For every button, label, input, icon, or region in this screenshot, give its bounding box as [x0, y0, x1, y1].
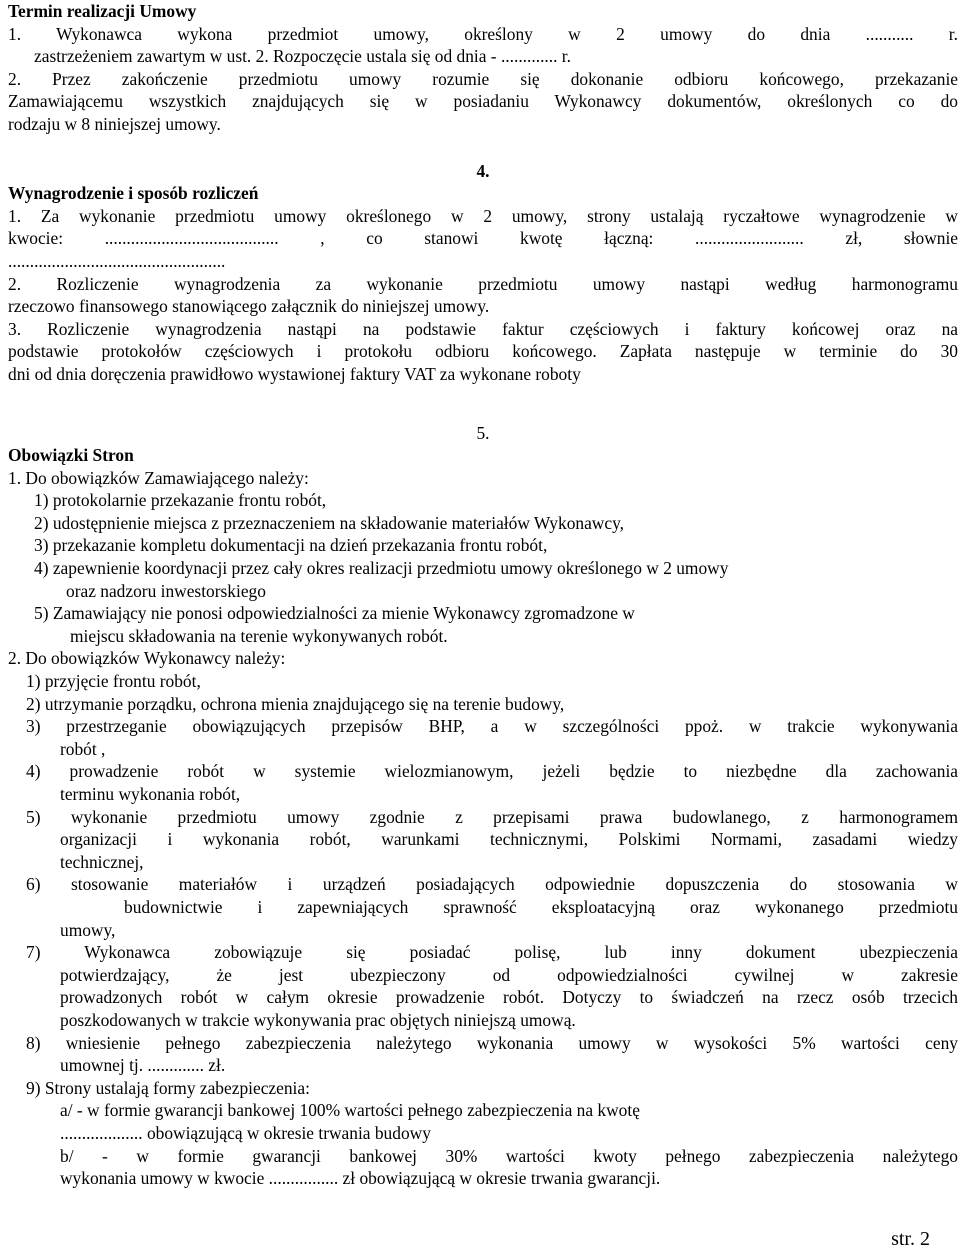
paragraph-line: 3. Rozliczenie wynagrodzenia nastąpi na podstawie faktur częściowych i faktury końcowej oraz na — [8, 318, 958, 339]
paragraph-line: podstawie protokołów częściowych i protokołu odbioru końcowego. Zapłata następuje w terminie do 30 — [8, 341, 958, 362]
list-item: 8) wniesienie pełnego zabezpieczenia należytego wykonania umowy w wysokości 5% wartości ceny — [26, 1032, 958, 1053]
list-item: 3) przekazanie kompletu dokumentacji na dzień przekazania frontu robót, — [34, 535, 548, 556]
paragraph-line: kwocie: ........................................ , co stanowi kwotę łączną: ......................... zł, słownie — [8, 228, 958, 249]
list-item-continuation: umowy, — [60, 919, 116, 940]
list-item-continuation: oraz nadzoru inwestorskiego — [66, 580, 266, 601]
list-item: 9) Strony ustalają formy zabezpieczenia: — [26, 1077, 310, 1098]
paragraph-line: 1. Za wykonanie przedmiotu umowy określonego w 2 umowy, strony ustalają ryczałtowe wynagrodzenie w — [8, 205, 958, 226]
list-item-continuation: a/ - w formie gwarancji bankowej 100% wartości pełnego zabezpieczenia na kwotę — [60, 1100, 640, 1121]
paragraph-number-4: 4. — [476, 160, 490, 181]
paragraph-line: Zamawiającemu wszystkich znajdujących się w posiadaniu Wykonawcy dokumentów, określonych co do — [8, 91, 958, 112]
list-item-continuation: organizacji i wykonania robót, warunkami technicznymi, Polskimi Normami, zasadami wiedzy — [60, 829, 958, 850]
list-item-continuation: technicznej, — [60, 851, 144, 872]
list-item-continuation: ................... obowiązującą w okresie trwania budowy — [60, 1122, 431, 1143]
list-item-continuation: prowadzonych robót w całym okresie prowadzenie robót. Dotyczy to świadczeń na rzecz osób trzecich — [60, 987, 958, 1008]
section-title-obowiazki: Obowiązki Stron — [8, 445, 134, 466]
list-item-continuation: umownej tj. ............. zł. — [60, 1055, 226, 1076]
section-title-termin: Termin realizacji Umowy — [8, 1, 197, 21]
paragraph-line: .................................................. — [8, 250, 226, 271]
list-item-continuation: b/ - w formie gwarancji bankowej 30% wartości kwoty pełnego zabezpieczenia należytego — [60, 1145, 958, 1166]
list-item-continuation: poszkodowanych w trakcie wykonywania prac objętych niniejszą umową. — [60, 1009, 576, 1030]
list-item: 2) utrzymanie porządku, ochrona mienia znajdującego się na terenie budowy, — [26, 693, 565, 714]
paragraph-line: dni od dnia doręczenia prawidłowo wystawionej faktury VAT za wykonane roboty — [8, 363, 581, 384]
list-item-continuation: wykonania umowy w kwocie ................ zł obowiązującą w okresie trwania gwarancji. — [60, 1168, 661, 1189]
list-item: 5) Zamawiający nie ponosi odpowiedzialności za mienie Wykonawcy zgromadzone w — [34, 603, 635, 624]
list-heading-wykonawca: 2. Do obowiązków Wykonawcy należy: — [8, 648, 286, 669]
list-item-continuation: terminu wykonania robót, — [60, 784, 241, 804]
list-item-continuation: potwierdzający, że jest ubezpieczony od odpowiedzialności cywilnej w zakresie — [60, 964, 958, 985]
list-item: 7) Wykonawca zobowiązuje się posiadać polisę, lub inny dokument ubezpieczenia — [26, 942, 958, 963]
list-item: 6) stosowanie materiałów i urządzeń posiadających odpowiednie dopuszczenia do stosowania w — [26, 874, 958, 895]
document-page — [8, 0, 958, 1190]
paragraph-line: zastrzeżeniem zawartym w ust. 2. Rozpoczęcie ustala się od dnia - ............. r. — [34, 46, 571, 67]
paragraph-line: rodzaju w 8 niniejszej umowy. — [8, 113, 221, 134]
section-title-wynagrodzenie: Wynagrodzenie i sposób rozliczeń — [8, 183, 259, 204]
list-item: 1) przyjęcie frontu robót, — [26, 671, 201, 692]
list-item: 2) udostępnienie miejsca z przeznaczeniem na składowanie materiałów Wykonawcy, — [34, 512, 624, 533]
list-item-continuation: budownictwie i zapewniających sprawność eksploatacyjną oraz wykonanego przedmiotu — [124, 896, 958, 917]
list-heading-zamawiajacy: 1. Do obowiązków Zamawiającego należy: — [8, 467, 309, 488]
page-number: str. 2 — [891, 1228, 930, 1250]
list-item: 1) protokolarnie przekazanie frontu robót, — [34, 490, 327, 511]
paragraph-line: rzeczowo finansowego stanowiącego załącznik do niniejszej umowy. — [8, 296, 490, 317]
list-item: 4) prowadzenie robót w systemie wielozmianowym, jeżeli będzie to niezbędne dla zachowania — [26, 761, 958, 782]
list-item: 3) przestrzeganie obowiązujących przepisów BHP, a w szczególności ppoż. w trakcie wykonywania — [26, 716, 958, 737]
list-item-continuation: miejscu składowania na terenie wykonywanych robót. — [70, 625, 448, 646]
list-item: 4) zapewnienie koordynacji przez cały okres realizacji przedmiotu umowy określonego w 2 umowy — [34, 558, 729, 579]
list-item: 5) wykonanie przedmiotu umowy zgodnie z przepisami prawa budowlanego, z harmonogramem — [26, 806, 958, 827]
paragraph-line: 1. Wykonawca wykona przedmiot umowy, określony w 2 umowy do dnia ........... r. — [8, 23, 958, 44]
paragraph-line: 2. Przez zakończenie przedmiotu umowy rozumie się dokonanie odbioru końcowego, przekazanie — [8, 68, 958, 89]
list-item-continuation: robót , — [60, 738, 106, 759]
paragraph-number-5: 5. — [476, 422, 490, 443]
paragraph-line: 2. Rozliczenie wynagrodzenia za wykonanie przedmiotu umowy nastąpi według harmonogramu — [8, 273, 958, 294]
